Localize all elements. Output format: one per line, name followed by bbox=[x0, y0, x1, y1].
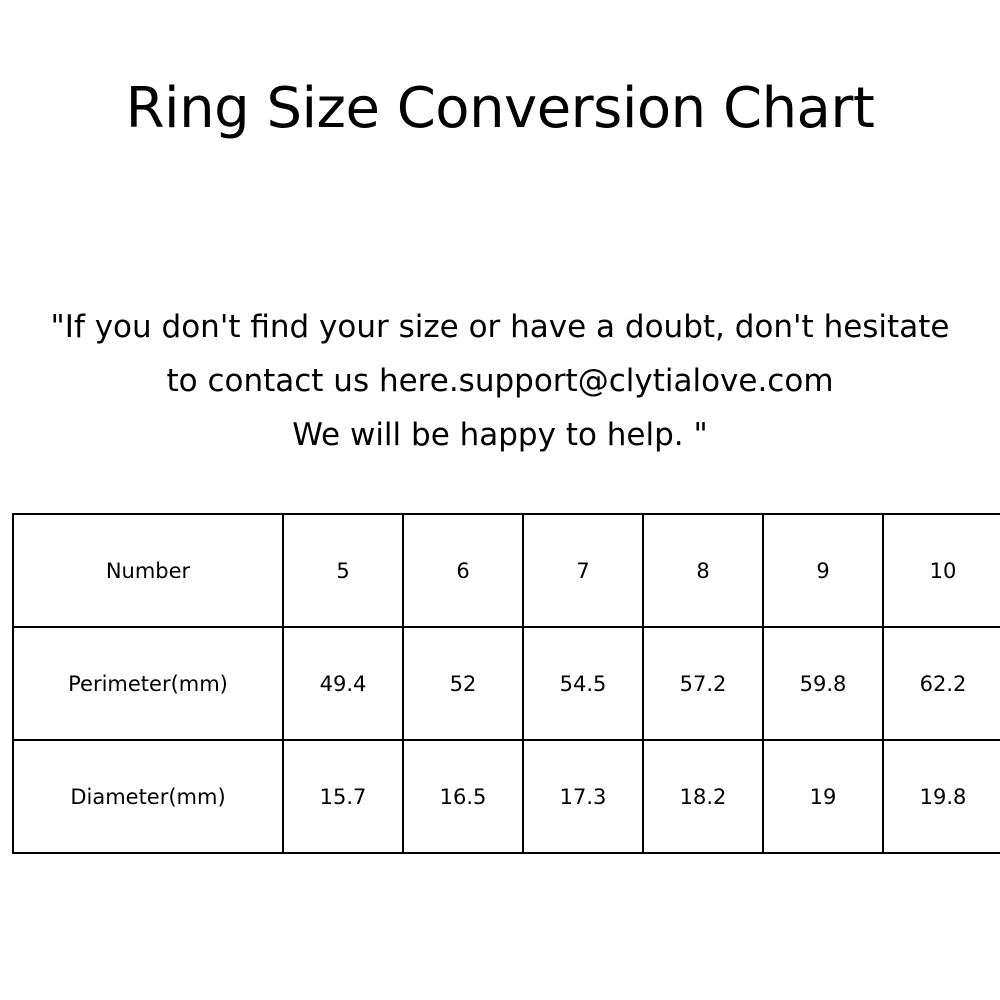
cell-diameter-1: 16.5 bbox=[403, 740, 523, 853]
cell-diameter-5: 19.8 bbox=[883, 740, 1000, 853]
cell-perimeter-3: 57.2 bbox=[643, 627, 763, 740]
cell-number-3: 8 bbox=[643, 514, 763, 627]
cell-number-5: 10 bbox=[883, 514, 1000, 627]
cell-perimeter-1: 52 bbox=[403, 627, 523, 740]
cell-diameter-3: 18.2 bbox=[643, 740, 763, 853]
page-title: Ring Size Conversion Chart bbox=[125, 76, 875, 141]
row-header-perimeter: Perimeter(mm) bbox=[13, 627, 283, 740]
cell-diameter-2: 17.3 bbox=[523, 740, 643, 853]
size-conversion-table bbox=[12, 513, 1000, 854]
contact-note bbox=[0, 300, 1000, 462]
table-row bbox=[13, 627, 1000, 740]
contact-note-line-1: "If you don't find your size or have a doubt, don't hesitate bbox=[50, 309, 950, 345]
cell-diameter-0: 15.7 bbox=[283, 740, 403, 853]
cell-perimeter-0: 49.4 bbox=[283, 627, 403, 740]
cell-number-4: 9 bbox=[763, 514, 883, 627]
cell-perimeter-4: 59.8 bbox=[763, 627, 883, 740]
row-header-number: Number bbox=[13, 514, 283, 627]
cell-number-2: 7 bbox=[523, 514, 643, 627]
table-row bbox=[13, 514, 1000, 627]
cell-number-1: 6 bbox=[403, 514, 523, 627]
cell-diameter-4: 19 bbox=[763, 740, 883, 853]
contact-note-line-2: to contact us here.support@clytialove.com bbox=[166, 363, 834, 399]
cell-number-0: 5 bbox=[283, 514, 403, 627]
table-row bbox=[13, 740, 1000, 853]
contact-note-line-3: We will be happy to help. " bbox=[292, 417, 708, 453]
row-header-diameter: Diameter(mm) bbox=[13, 740, 283, 853]
cell-perimeter-2: 54.5 bbox=[523, 627, 643, 740]
cell-perimeter-5: 62.2 bbox=[883, 627, 1000, 740]
